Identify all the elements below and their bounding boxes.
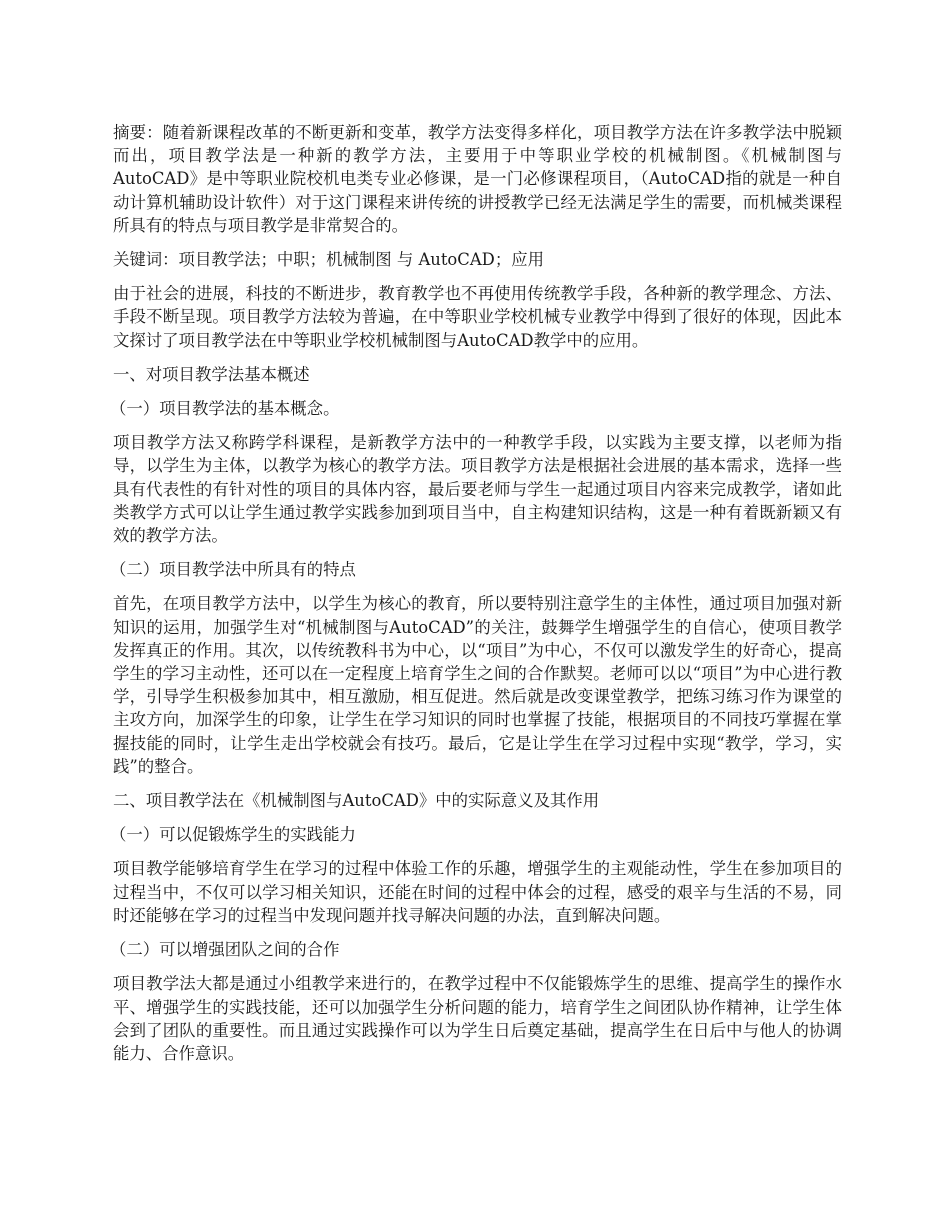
section-1-1-body: 项目教学方法又称跨学科课程，是新教学方法中的一种教学手段，以实践为主要支撑，以老师为指导，以学生为主体，以教学为核心的教学方法。项目教学方法是根据社会进展的基本需求，选择一些具有代表性的有针对性的项目的具体内容，最后要老师与学生一起通过项目内容来完成教学，诸如此类教学方式可以让学生通过教学实践参加到项目当中，自主构建知识结构，这是一种有着既新颖又有效的教学方法。: [113, 433, 842, 546]
section-2-2-body: 项目教学法大都是通过小组教学来进行的，在教学过程中不仅能锻炼学生的思维、提高学生的操作水平、增强学生的实践技能，还可以加强学生分析问题的能力，培育学生之间团队协作精神，让学生体会到了团队的重要性。而且通过实践操作可以为学生日后奠定基础，提高学生在日后中与他人的协调能力、合作意识。: [113, 974, 842, 1063]
section-2-2-heading: （二）可以增强团队之间的合作: [110, 940, 340, 960]
section-1-2-heading: （二）项目教学法中所具有的特点: [110, 560, 356, 580]
section-1-1-heading: （一）项目教学法的基本概念。: [110, 399, 340, 419]
abstract-paragraph: 摘要：随着新课程改革的不断更新和变革，教学方法变得多样化，项目教学方法在许多教学法中脱颖而出，项目教学法是一种新的教学方法，主要用于中等职业学校的机械制图。《机械制图与AutoCAD》是中等职业院校机电类专业必修课，是一门必修课程项目，（AutoCAD指的就是一种自动计算机辅助设计软件）对于这门课程来讲传统的讲授教学已经无法满足学生的需要，而机械类课程所具有的特点与项目教学是非常契合的。: [113, 123, 842, 235]
section-2-heading: 二、项目教学法在《机械制图与AutoCAD》中的实际意义及其作用: [113, 791, 600, 811]
section-1-heading: 一、对项目教学法基本概述: [113, 364, 310, 384]
intro-paragraph: 由于社会的进展，科技的不断进步，教育教学也不再使用传统教学手段，各种新的教学理念、方法、手段不断呈现。项目教学方法较为普遍，在中等职业学校机械专业教学中得到了很好的体现，因此本文探讨了项目教学法在中等职业学校机械制图与AutoCAD教学中的应用。: [113, 284, 842, 350]
section-2-1-heading: （一）可以促锻炼学生的实践能力: [110, 825, 356, 845]
section-2-1-body: 项目教学能够培育学生在学习的过程中体验工作的乐趣，增强学生的主观能动性，学生在参加项目的过程当中，不仅可以学习相关知识，还能在时间的过程中体会的过程，感受的艰辛与生活的不易，同时还能够在学习的过程当中发现问题并找寻解决问题的办法，直到解决问题。: [113, 859, 842, 925]
keywords-paragraph: 关键词：项目教学法；中职；机械制图 与 AutoCAD；应用: [113, 250, 544, 270]
section-1-2-body: 首先，在项目教学方法中，以学生为核心的教育，所以要特别注意学生的主体性，通过项目加强对新知识的运用，加强学生对“机械制图与AutoCAD”的关注，鼓舞学生增强学生的自信心，使项目教学发挥真正的作用。其次，以传统教科书为中心，以“项目”为中心，不仅可以激发学生的好奇心，提高学生的学习主动性，还可以在一定程度上培育学生之间的合作默契。老师可以以“项目”为中心进行教学，引导学生积极参加其中，相互激励，相互促进。然后就是改变课堂教学，把练习练习作为课堂的主攻方向，加深学生的印象，让学生在学习知识的同时也掌握了技能，根据项目的不同技巧掌握在掌握技能的同时，让学生走出学校就会有技巧。最后，它是让学生在学习过程中实现“教学，学习，实践”的整合。: [113, 594, 842, 776]
